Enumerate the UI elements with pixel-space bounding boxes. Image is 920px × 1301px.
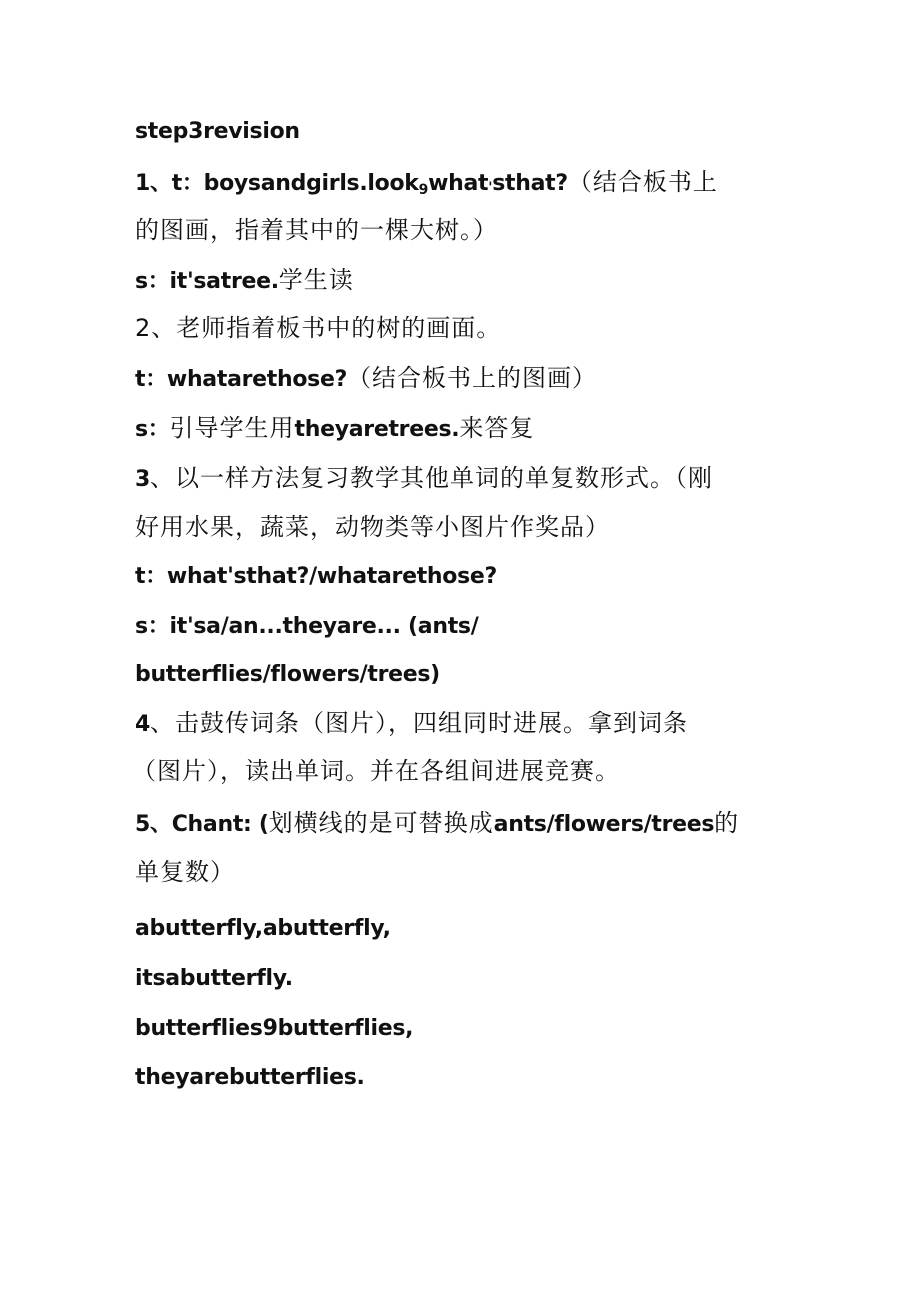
p1-apostrophe: '	[488, 180, 493, 196]
p2t-question: t：whatarethose?	[135, 367, 348, 392]
p1-note-start: （结合板书上	[567, 168, 718, 196]
paragraph-3-teacher: t：what'sthat?/whatarethose?	[135, 564, 497, 589]
p3-text-1: 、以一样方法复习教学其他单词的单复数形式。（刚	[150, 464, 714, 492]
paragraph-1-student	[135, 265, 795, 297]
paragraph-1-line-1	[135, 167, 795, 205]
p4-text-1: 、击鼓传词条（图片），四组同时进展。拿到词条	[150, 709, 689, 737]
paragraph-3-student-line-2: butterflies/flowers/trees)	[135, 662, 440, 687]
paragraph-2-student	[135, 413, 795, 445]
section-heading: step3revision	[135, 119, 300, 144]
paragraph-3-student-line-1: s：it'sa/an...theyare... (ants/	[135, 614, 479, 639]
p4-number: 4	[135, 712, 151, 737]
p5-text-1: 划横线的是可替换成	[268, 809, 494, 837]
paragraph-1-line-2: 的图画，指着其中的一棵大树。）	[135, 216, 498, 244]
p1-what: what	[428, 171, 489, 196]
paragraph-4-line-1	[135, 708, 795, 740]
p1s-answer: s：it'satree.	[135, 269, 279, 294]
p2s-label: s：	[135, 417, 170, 442]
paragraph-2	[135, 313, 795, 343]
paragraph-3-line-2: 好用水果，蔬菜，动物类等小图片作奖品）	[135, 513, 610, 541]
chant-line-2: itsabutterfly.	[135, 966, 293, 991]
p2s-guide: 引导学生用	[169, 414, 295, 442]
paragraph-3-line-1	[135, 463, 795, 495]
p2t-note: （结合板书上的图画）	[347, 364, 598, 392]
p1s-note: 学生读	[278, 266, 354, 294]
p1-subscript-9: 9	[418, 182, 429, 198]
p5-words: ants/flowers/trees	[493, 812, 715, 837]
chant-line-1: abutterfly,abutterfly,	[135, 916, 391, 941]
chant-line-3: butterflies9butterflies,	[135, 1016, 414, 1041]
p1-sthat: sthat?	[492, 171, 568, 196]
paragraph-4-line-2: （图片），读出单词。并在各组间进展竞赛。	[132, 757, 620, 785]
p2s-tail: 来答复	[459, 414, 535, 442]
p2-text: 2、老师指着板书中的树的画面。	[135, 314, 502, 342]
p2s-answer: theyaretrees.	[294, 417, 460, 442]
p1-teacher-prompt: 1、t：boysandgirls.look	[135, 171, 419, 196]
paragraph-2-teacher	[135, 363, 795, 395]
p3-number: 3	[135, 467, 151, 492]
p5-label: 5、Chant: (	[135, 812, 269, 837]
chant-line-4: theyarebutterflies.	[135, 1065, 365, 1090]
p5-text-2: 的	[714, 809, 740, 837]
paragraph-5-line-1	[135, 808, 795, 840]
paragraph-5-line-2: 单复数）	[135, 858, 235, 886]
